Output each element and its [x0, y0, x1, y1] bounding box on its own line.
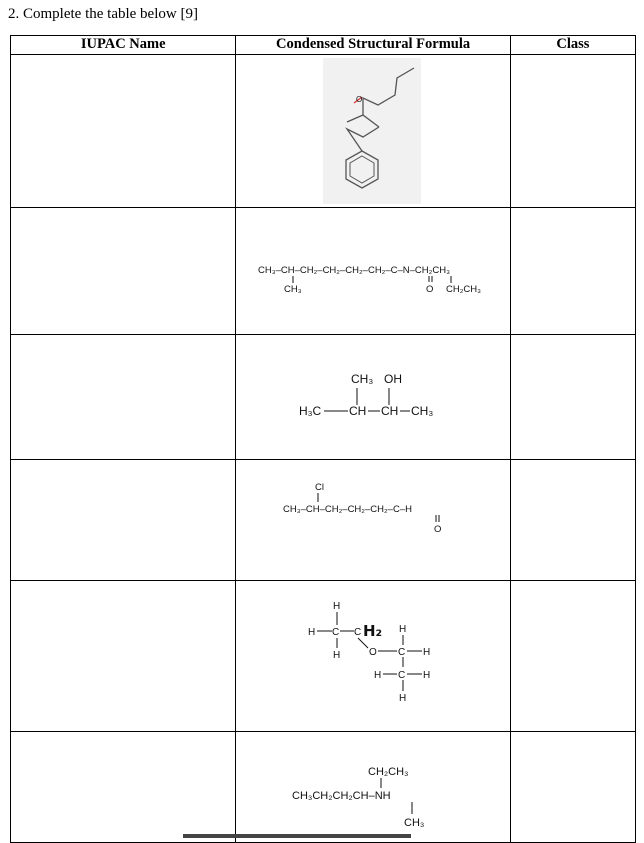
carbonyl-oxygen: O — [434, 524, 442, 535]
c4-label: C — [398, 670, 406, 681]
class-cell[interactable] — [510, 335, 635, 460]
h-bottom-label: H — [333, 650, 341, 661]
header-iupac-name: IUPAC Name — [11, 36, 236, 55]
carbonyl-oxygen: O — [426, 284, 434, 295]
iupac-name-cell[interactable] — [11, 208, 236, 335]
oxygen-label: O — [369, 647, 378, 658]
main-chain-text: CH₃–CH–CH₂–CH₂–CH₂–C–H — [283, 504, 413, 515]
structure-cell — [236, 55, 510, 208]
question-text: 2. Complete the table below [9] — [8, 6, 198, 22]
methyl-branch-label: CH₃ — [351, 372, 374, 386]
table-header-row — [11, 36, 636, 55]
header-class: Class — [510, 36, 635, 55]
class-cell[interactable] — [510, 208, 635, 335]
h-c4-left-label: H — [374, 670, 382, 681]
iupac-name-cell[interactable] — [11, 55, 236, 208]
h-left-label: H — [308, 627, 316, 638]
class-cell[interactable] — [510, 55, 635, 208]
ethyl-branch-label: CH₂CH₃ — [368, 766, 409, 778]
main-chain-text: CH₃–CH–CH₂–CH₂–CH₂–CH₂–C–N–CH₂CH₃ — [258, 265, 451, 276]
ch-2-label: CH — [381, 404, 399, 418]
handwritten-h2: H₂ — [363, 622, 383, 640]
n-methyl-label: CH₃ — [404, 817, 425, 829]
h-top-label: H — [333, 601, 341, 612]
class-cell[interactable] — [510, 732, 635, 843]
iupac-name-cell[interactable] — [11, 460, 236, 581]
aldehyde-structure — [236, 460, 510, 580]
iupac-name-cell[interactable] — [11, 581, 236, 732]
class-cell[interactable] — [510, 460, 635, 581]
skeletal-structure-ketone — [236, 55, 510, 207]
ch-1-label: CH — [349, 404, 367, 418]
structure-cell — [236, 335, 510, 460]
table-row — [11, 55, 636, 208]
hydroxyl-label: OH — [384, 372, 403, 386]
table-row — [11, 460, 636, 581]
oxygen-atom-label: O — [356, 95, 363, 104]
ch3-end-label: CH₃ — [411, 404, 434, 418]
c1-label: C — [332, 627, 340, 638]
n-ethyl-branch: CH₂CH₃ — [446, 284, 482, 295]
h-c4-bottom-label: H — [399, 693, 407, 704]
table-row — [11, 335, 636, 460]
table-row — [11, 581, 636, 732]
chlorine-label: Cl — [315, 482, 325, 493]
h-c4-right-label: H — [423, 670, 431, 681]
iupac-name-cell[interactable] — [11, 335, 236, 460]
amide-structure — [236, 208, 510, 334]
structure-cell — [236, 581, 510, 732]
iupac-name-cell[interactable] — [11, 732, 236, 843]
c2-label: C — [354, 627, 362, 638]
main-chain-text: CH₃CH₂CH₂CH–NH — [292, 790, 391, 802]
answer-table — [10, 35, 636, 843]
alcohol-structure — [236, 335, 510, 459]
h-c3-right-label: H — [423, 647, 431, 658]
h3c-label: H₃C — [299, 404, 322, 418]
branch-methyl: CH₃ — [284, 284, 302, 295]
table-row — [11, 732, 636, 843]
h-right-top-label: H — [399, 624, 407, 635]
table-row — [11, 208, 636, 335]
ether-structure — [236, 581, 510, 731]
structure-cell — [236, 732, 510, 843]
structure-cell — [236, 208, 510, 335]
amine-structure — [236, 732, 510, 842]
structure-cell — [236, 460, 510, 581]
bottom-scrollbar[interactable] — [183, 834, 411, 838]
c3-label: C — [398, 647, 406, 658]
class-cell[interactable] — [510, 581, 635, 732]
header-condensed-formula: Condensed Structural Formula — [236, 36, 510, 55]
